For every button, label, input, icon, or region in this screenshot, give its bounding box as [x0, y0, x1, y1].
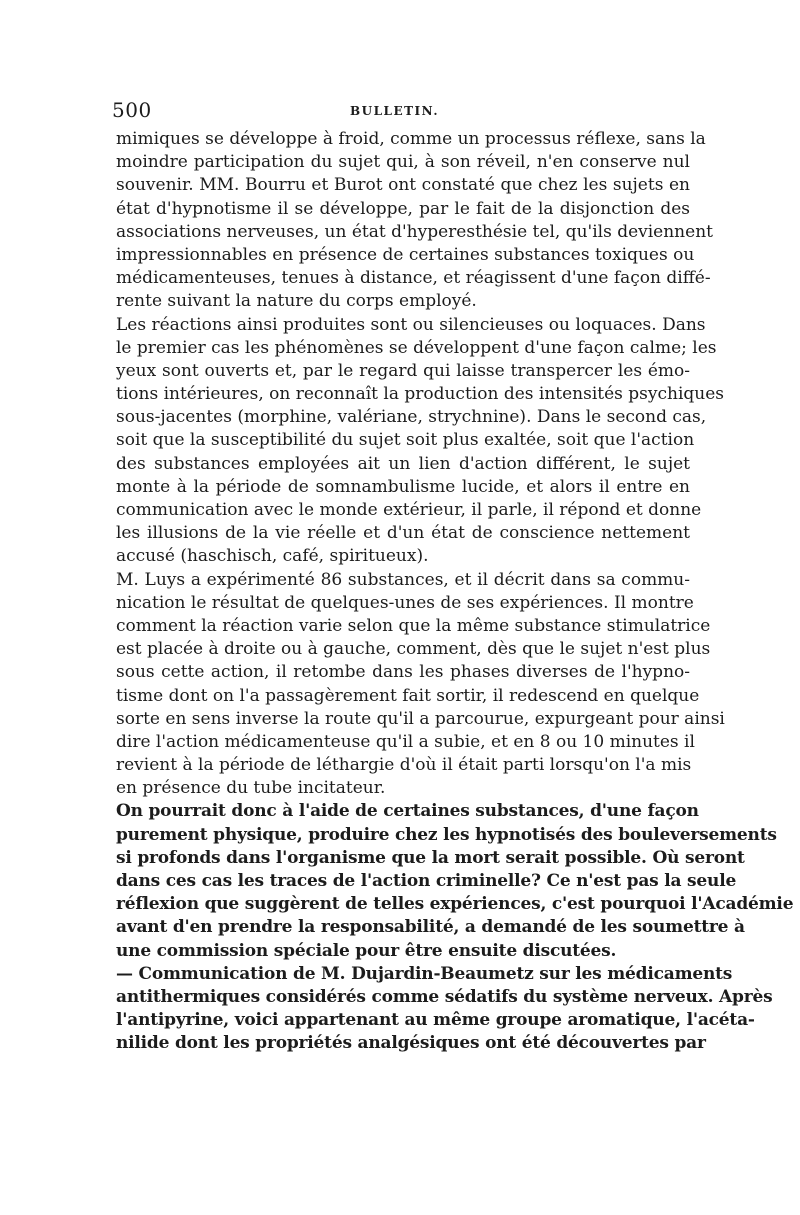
text-line: revient à la période de léthargie d'où il était parti lorsqu'on l'a mis: [116, 755, 692, 776]
text-line: sous cette action, il retombe dans les phases diverses de l'hypno-: [116, 662, 690, 683]
text-line: des substances employées ait un lien d'action différent, le sujet: [116, 453, 690, 474]
text-line: si profonds dans l'organisme que la mort serait possible. Où seront: [116, 847, 745, 868]
text-line: — Communication de M. Dujardin-Beaumetz sur les médicaments: [116, 963, 733, 984]
text-line: sorte en sens inverse la route qu'il a parcourue, expurgeant pour ainsi: [116, 708, 725, 729]
text-line: On pourrait donc à l'aide de certaines substances, d'une façon: [116, 801, 699, 822]
text-line: soit que la susceptibilité du sujet soit plus exaltée, soit que l'action: [116, 430, 695, 451]
text-line: dans ces cas les traces de l'action criminelle? Ce n'est pas la seule: [116, 871, 737, 891]
running-title: BULLETIN.: [350, 104, 440, 118]
text-line: monte à la période de somnambulisme lucide, et alors il entre en: [116, 476, 690, 497]
text-line: le premier cas les phénomènes se développent d'une façon calme; les: [116, 337, 717, 358]
text-line: associations nerveuses, un état d'hyperesthésie tel, qu'ils deviennent: [116, 221, 713, 242]
text-line: moindre participation du sujet qui, à son réveil, n'en conserve nul: [116, 152, 690, 173]
text-line: sous-jacentes (morphine, valériane, strychnine). Dans le second cas,: [116, 407, 707, 428]
text-line: les illusions de la vie réelle et d'un état de conscience nettement: [116, 523, 690, 544]
text-line: dire l'action médicamenteuse qu'il a subie, et en 8 ou 10 minutes il: [116, 731, 695, 752]
text-line: antithermiques considérés comme sédatifs du système nerveux. Après: [116, 986, 773, 1007]
text-line: Les réactions ainsi produites sont ou silencieuses ou loquaces. Dans: [116, 314, 706, 335]
text-line: M. Luys a expérimenté 86 substances, et il décrit dans sa commu-: [116, 569, 690, 590]
text-line: avant d'en prendre la responsabilité, a demandé de les soumettre à: [116, 917, 745, 938]
text-line: une commission spéciale pour être ensuite discutées.: [116, 940, 617, 961]
running-header: [112, 98, 697, 124]
text-line: nilide dont les propriétés analgésiques ont été découvertes par: [116, 1033, 706, 1054]
text-line: tisme dont on l'a passagèrement fait sortir, il redescend en quelque: [116, 685, 700, 706]
text-line: accusé (haschisch, café, spiritueux).: [116, 546, 429, 567]
text-line: impressionnables en présence de certaines substances toxiques ou: [116, 244, 695, 265]
text-line: l'antipyrine, voici appartenant au même groupe aromatique, l'acéta-: [116, 1010, 755, 1031]
text-line: réflexion que suggèrent de telles expériences, c'est pourquoi l'Académie: [116, 894, 794, 915]
text-line: communication avec le monde extérieur, il parle, il répond et donne: [116, 500, 702, 520]
page-number: 500: [112, 98, 152, 122]
text-line: comment la réaction varie selon que la même substance stimulatrice: [116, 615, 711, 636]
text-line: souvenir. MM. Bourru et Burot ont constaté que chez les sujets en: [116, 175, 690, 196]
text-line: médicamenteuses, tenues à distance, et réagissent d'une façon diffé-: [116, 268, 711, 289]
text-line: yeux sont ouverts et, par le regard qui laisse transpercer les émo-: [116, 360, 690, 381]
text-line: est placée à droite ou à gauche, comment, dès que le sujet n'est plus: [116, 639, 711, 660]
text-line: nication le résultat de quelques-unes de ses expériences. Il montre: [116, 592, 694, 613]
text-line: en présence du tube incitateur.: [116, 778, 386, 799]
text-line: tions intérieures, on reconnaît la production des intensités psychiques: [116, 384, 725, 405]
text-line: purement physique, produire chez les hypnotisés des bouleversements: [116, 824, 777, 845]
body-text: [116, 128, 794, 1056]
text-line: rente suivant la nature du corps employé.: [116, 291, 477, 312]
text-line: état d'hypnotisme il se développe, par le fait de la disjonction des: [116, 198, 690, 219]
text-line: mimiques se développe à froid, comme un processus réflexe, sans la: [116, 129, 706, 149]
